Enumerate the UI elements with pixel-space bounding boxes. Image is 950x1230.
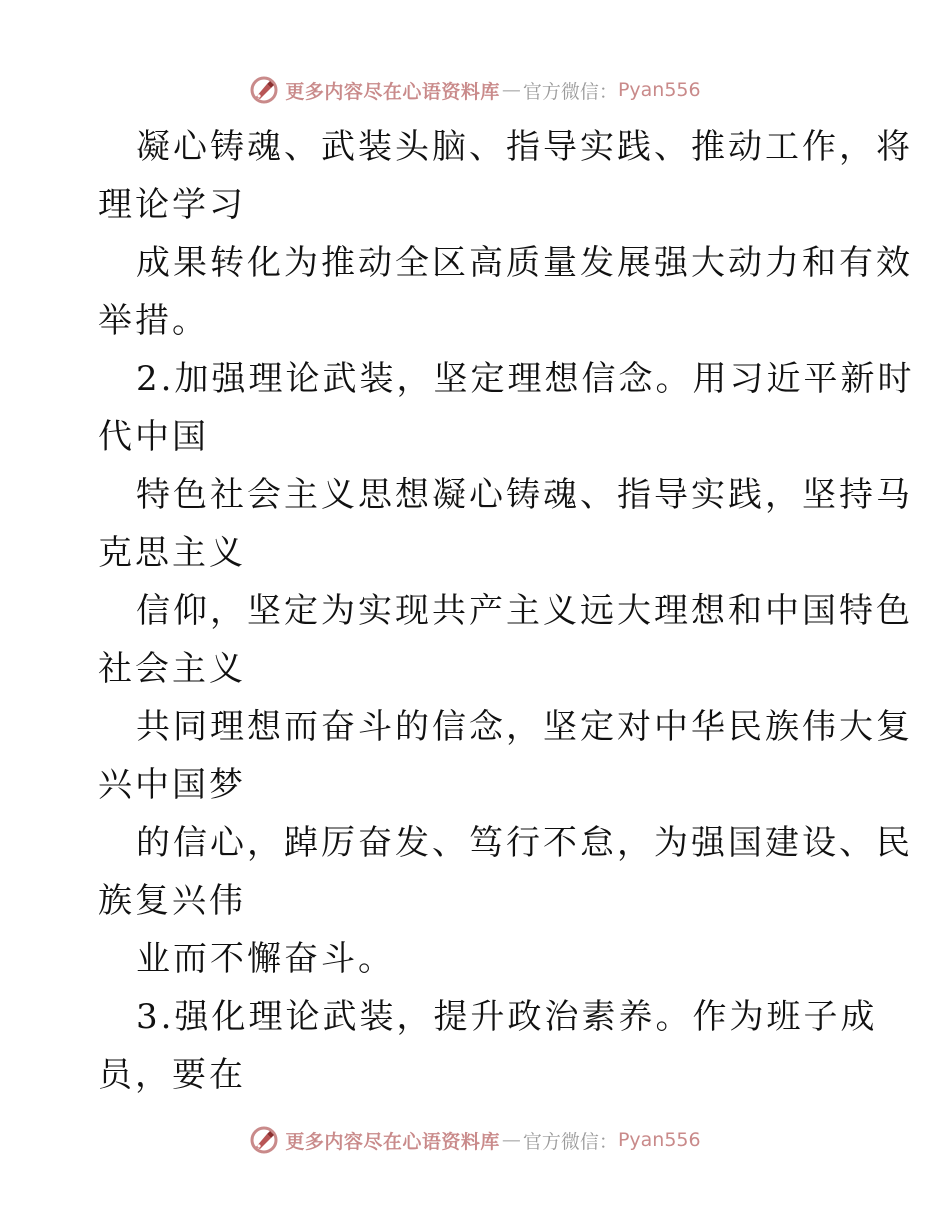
document-body	[98, 118, 915, 1104]
text-line: 共同理想而奋斗的信念，坚定对中华民族伟大复	[136, 707, 913, 747]
text-line: 3.强化理论武装，提升政治素养。作为班子成	[136, 997, 878, 1037]
text-line: 举措。	[98, 301, 209, 341]
text-line: 信仰，坚定为实现共产主义远大理想和中国特色	[136, 591, 913, 631]
text-line: 的信心，踔厉奋发、笃行不怠，为强国建设、民	[136, 823, 913, 863]
text-line: 理论学习	[98, 185, 246, 225]
banner-site-text: 更多内容尽在心语资料库	[285, 1130, 500, 1153]
header-banner	[0, 70, 950, 110]
text-line: 特色社会主义思想凝心铸魂、指导实践，坚持马	[136, 475, 913, 515]
text-line: 业而不懈奋斗。	[136, 939, 395, 979]
text-line: 成果转化为推动全区高质量发展强大动力和有效	[136, 243, 913, 283]
banner-wechat-id: Pyan556	[617, 79, 701, 101]
banner-wechat-label: 官方微信：	[522, 1130, 618, 1153]
banner-site-text: 更多内容尽在心语资料库	[285, 80, 500, 103]
pen-nib-logo-icon	[249, 75, 279, 105]
banner-wechat-label: 官方微信：	[522, 80, 618, 103]
text-line: 兴中国梦	[98, 765, 246, 805]
banner-separator: —	[501, 1129, 521, 1151]
text-line: 凝心铸魂、武装头脑、指导实践、推动工作，将	[136, 127, 913, 167]
text-line: 族复兴伟	[98, 881, 246, 921]
text-line: 员，要在	[98, 1055, 246, 1095]
text-line: 代中国	[98, 417, 209, 457]
footer-banner	[0, 1120, 950, 1160]
banner-separator: —	[501, 79, 521, 101]
text-line: 2.加强理论武装，坚定理想信念。用习近平新时	[136, 359, 915, 399]
banner-wechat-id: Pyan556	[617, 1129, 701, 1151]
text-line: 社会主义	[98, 649, 246, 689]
pen-nib-logo-icon	[249, 1125, 279, 1155]
text-line: 克思主义	[98, 533, 246, 573]
